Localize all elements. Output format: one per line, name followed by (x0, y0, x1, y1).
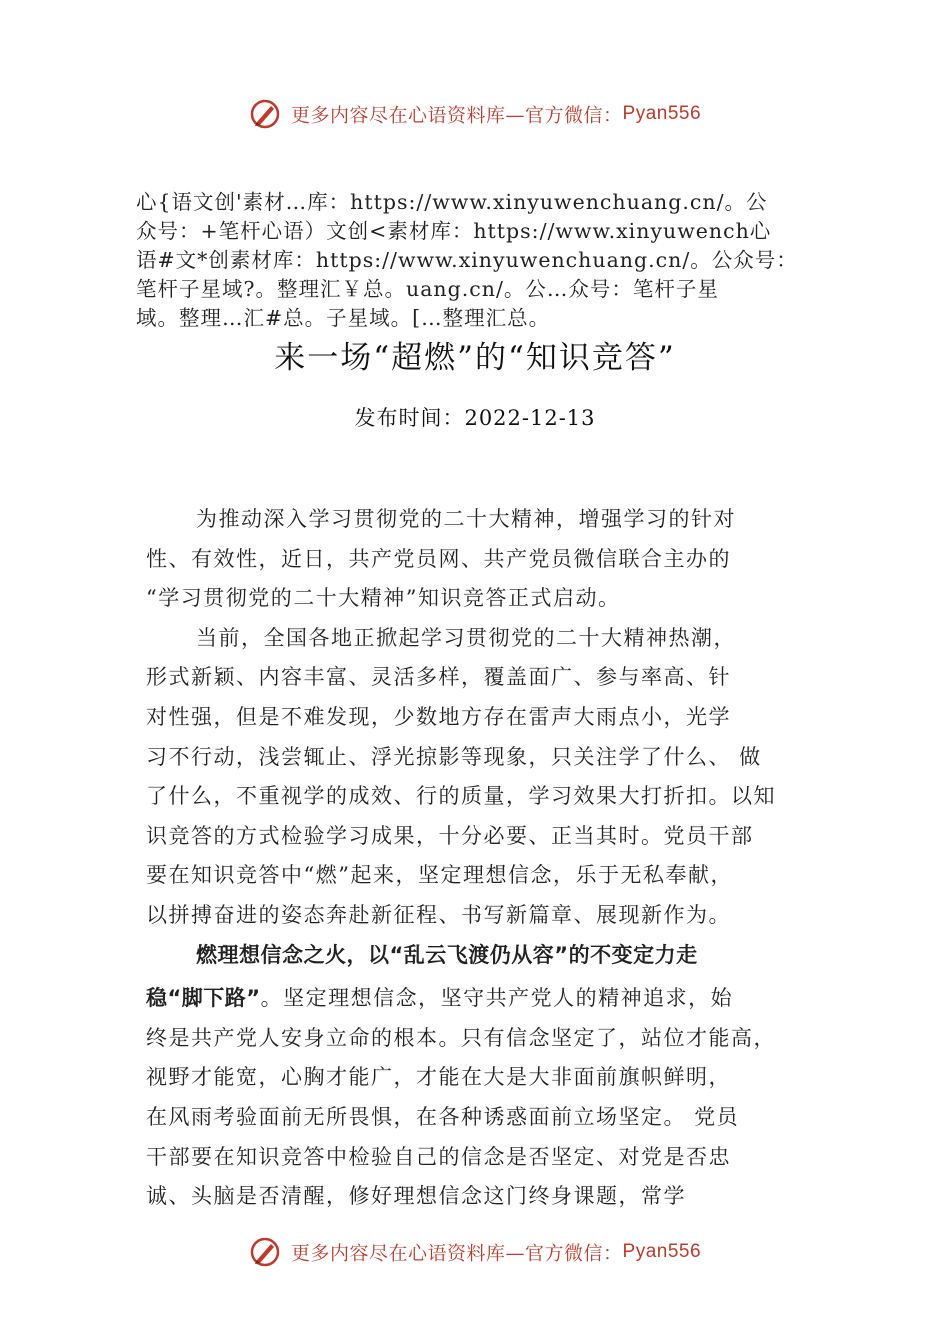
paragraph-line: 了什么，不重视学的成效、行的质量，学习效果大打折扣。以知 (146, 784, 776, 809)
notice-line: 心{语文创'素材…库：https://www.xinyuwenchuang.cn/。公 (136, 190, 768, 214)
banner-account: Pyan556 (622, 1241, 702, 1262)
footer-banner (0, 1236, 950, 1268)
pen-logo-icon (249, 1236, 281, 1268)
paragraph-line: 要在知识竞答中“燃”起来，坚定理想信念，乐于无私奉献， (146, 863, 733, 888)
paragraph-line: 干部要在知识竞答中检验自己的信念是否坚定、对党是否忠 (146, 1144, 731, 1169)
section-heading: 燃理想信念之火，以“乱云飞渡仍从容”的不变定力走 (196, 942, 698, 967)
header-banner (0, 98, 950, 130)
paragraph-line: “学习贯彻党的二十大精神”知识竞答正式启动。 (146, 586, 621, 611)
banner-text: 更多内容尽在心语资料库—官方微信： (291, 1242, 623, 1265)
notice-line: 域。整理…汇#总。子星域。[…整理汇总。 (136, 306, 551, 330)
banner-text: 更多内容尽在心语资料库—官方微信： (291, 104, 623, 127)
notice-line: 语#文*创素材库：https://www.xinyuwenchuang.cn/。公众号： (136, 248, 798, 272)
paragraph-line: 在风雨考验面前无所畏惧，在各种诱惑面前立场坚定。 党员 (146, 1104, 740, 1129)
paragraph-line: 形式新颖、内容丰富、灵活多样，覆盖面广、参与率高、针 (146, 665, 731, 690)
paragraph-line: 诚、头脑是否清醒，修好理想信念这门终身课题，常学 (146, 1184, 686, 1209)
paragraph-line: 识竞答的方式检验学习成果，十分必要、正当其时。党员干部 (146, 823, 754, 848)
paragraph-line: 以拼搏奋进的姿态奔赴新征程、书写新篇章、展现新作为。 (146, 902, 731, 927)
paragraph-line: 终是共产党人安身立命的根本。只有信念坚定了，站位才能高， (146, 1025, 776, 1050)
paragraph-line: 对性强，但是不难发现，少数地方存在雷声大雨点小，光学 (146, 704, 731, 729)
publish-date: 发布时间：2022-12-13 (354, 406, 596, 430)
paragraph-text: 。坚定理想信念，坚守共产党人的精神追求，始 (260, 986, 734, 1011)
paragraph-line: 习不行动，浅尝辄止、浮光掠影等现象，只关注学了什么、 做 (146, 744, 762, 769)
paragraph-line: 性、有效性，近日，共产党员网、共产党员微信联合主办的 (146, 546, 731, 571)
pen-logo-icon (249, 98, 281, 130)
article-body (146, 500, 846, 1217)
section-heading-end: 稳“脚下路” (146, 986, 261, 1011)
paragraph-line: 当前，全国各地正掀起学习贯彻党的二十大精神热潮， (196, 625, 736, 650)
paragraph-line: 为推动深入学习贯彻党的二十大精神，增强学习的针对 (196, 507, 736, 531)
paragraph-line (146, 979, 846, 1019)
notice-line: 笔杆子星域?。整理汇￥总。uang.cn/。公…众号：笔杆子星 (136, 277, 719, 301)
article-title: 来一场“超燃”的“知识竞答” (274, 340, 676, 376)
banner-account: Pyan556 (622, 103, 702, 124)
watermark-notice (136, 188, 836, 333)
paragraph-line: 视野才能宽，心胸才能广，才能在大是大非面前旗帜鲜明， (146, 1065, 731, 1090)
notice-line: 众号：+笔杆心语）文创<素材库：https://www.xinyuwench心 (136, 219, 772, 243)
